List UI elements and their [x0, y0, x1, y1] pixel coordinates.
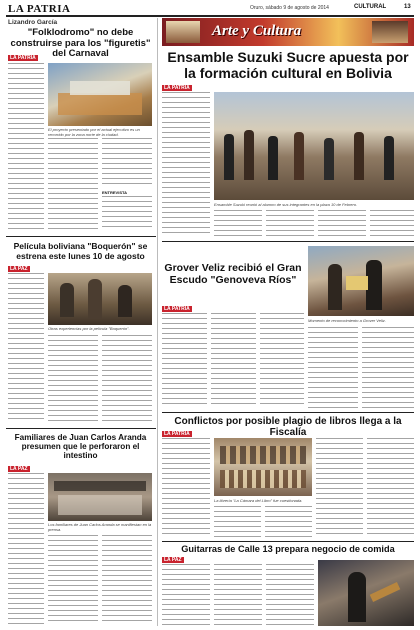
grover-column-3: [260, 313, 304, 408]
masthead-rule: [6, 15, 414, 17]
arte-cultura-banner: [162, 18, 414, 46]
suzuki-caption: Ensamble Suzuki reunió al alumno de sus integrantes en la plaza 10 de Febrero.: [214, 202, 358, 207]
conflictos-photo: [214, 438, 312, 496]
divider-right-2: [162, 412, 414, 413]
folklodromo-column-1: [8, 63, 44, 231]
conflictos-column-5: [367, 438, 414, 538]
grover-headline: Grover Veliz recibió el Gran Escudo "Genoveva Ríos": [164, 262, 302, 286]
guitarras-photo: [318, 560, 414, 626]
grover-kicker: LA PATRIA: [164, 306, 190, 312]
divider-left-2: [6, 428, 156, 429]
grover-photo: [308, 246, 414, 316]
conflictos-column-1: [162, 438, 210, 538]
folklodromo-kicker: LA PATRIA: [10, 55, 36, 61]
guitarras-column-2: [214, 564, 262, 626]
suzuki-column-5: [370, 210, 414, 237]
conflictos-column-4: [316, 438, 363, 538]
suzuki-photo: [214, 92, 414, 200]
folklodromo-column-2: [48, 138, 98, 231]
masthead-logo: LA PATRIA: [8, 3, 71, 15]
divider-left-1: [6, 236, 156, 237]
folklodromo-caption: El proyecto presentado por el actual ejecutivo es un recorrido por la zona norte de la ciudad.: [48, 127, 140, 137]
banner-title: Arte y Cultura: [212, 23, 302, 39]
grover-column-4: [308, 327, 358, 408]
conflictos-column-3: [265, 506, 312, 538]
suzuki-kicker: LA PATRIA: [164, 85, 190, 91]
column-separator: [157, 18, 158, 626]
folklodromo-photo: [48, 63, 152, 126]
divider-right-3: [162, 541, 414, 542]
conflictos-caption: La librería "La Cámara del Libro" fue cuestionada.: [214, 498, 303, 503]
familiares-column-1: [8, 473, 44, 625]
grover-column-5: [362, 327, 414, 408]
guitarras-headline: Guitarras de Calle 13 prepara negocio de comida: [181, 544, 395, 554]
grover-column-2: [211, 313, 256, 408]
entrevista-label: ENTREVISTA: [102, 190, 128, 195]
suzuki-column-2: [214, 210, 262, 237]
page-number: 13: [404, 4, 411, 10]
boqueron-column-1: [8, 273, 44, 423]
guitarras-column-1: [162, 564, 210, 626]
familiares-kicker: LA PAZ: [10, 466, 28, 472]
conflictos-kicker: LA PATRIA: [164, 431, 190, 437]
familiares-caption: Los familiares de Juan Carlos Aranda se manifiestan en la prensa.: [48, 522, 152, 532]
guitarras-kicker: LA PAZ: [164, 557, 182, 563]
conflictos-column-2: [214, 506, 261, 538]
masthead-section: CULTURAL: [354, 4, 387, 10]
familiares-photo: [48, 473, 152, 521]
conflictos-headline: Conflictos por posible plagio de libros llega a la Fiscalía: [174, 416, 402, 439]
divider-right-1: [162, 241, 414, 242]
byline-lizandro: Lizandro García: [8, 19, 58, 26]
boqueron-caption: Otras experiencias por la película "Boquerón".: [48, 326, 130, 331]
familiares-column-3: [102, 535, 152, 625]
familiares-column-2: [48, 535, 98, 625]
boqueron-headline: Película boliviana "Boquerón" se estrena este lunes 10 de agosto: [13, 241, 148, 261]
suzuki-headline: Ensamble Suzuki Sucre apuesta por la formación cultural en Bolivia: [167, 49, 409, 81]
folklodromo-column-3: [102, 138, 152, 188]
suzuki-column-1: [162, 92, 210, 237]
guitarras-column-3: [266, 564, 314, 626]
grover-column-1: [162, 313, 207, 408]
folklodromo-headline: "Folklodromo" no debe construirse para los "figuretis" del Carnaval: [10, 27, 151, 60]
boqueron-column-2: [48, 335, 98, 423]
suzuki-column-3: [266, 210, 314, 237]
familiares-headline: Familiares de Juan Carlos Aranda presumen que le perforaron el intestino: [14, 433, 147, 461]
folklodromo-column-4: [102, 196, 152, 231]
suzuki-column-4: [318, 210, 366, 237]
boqueron-kicker: LA PAZ: [10, 266, 28, 272]
masthead-date: Oruro, sábado 9 de agosto de 2014: [250, 5, 329, 11]
boqueron-photo: [48, 273, 152, 325]
boqueron-column-3: [102, 335, 152, 423]
grover-caption: Momento de reconocimiento a Grover Veliz.: [308, 318, 386, 323]
